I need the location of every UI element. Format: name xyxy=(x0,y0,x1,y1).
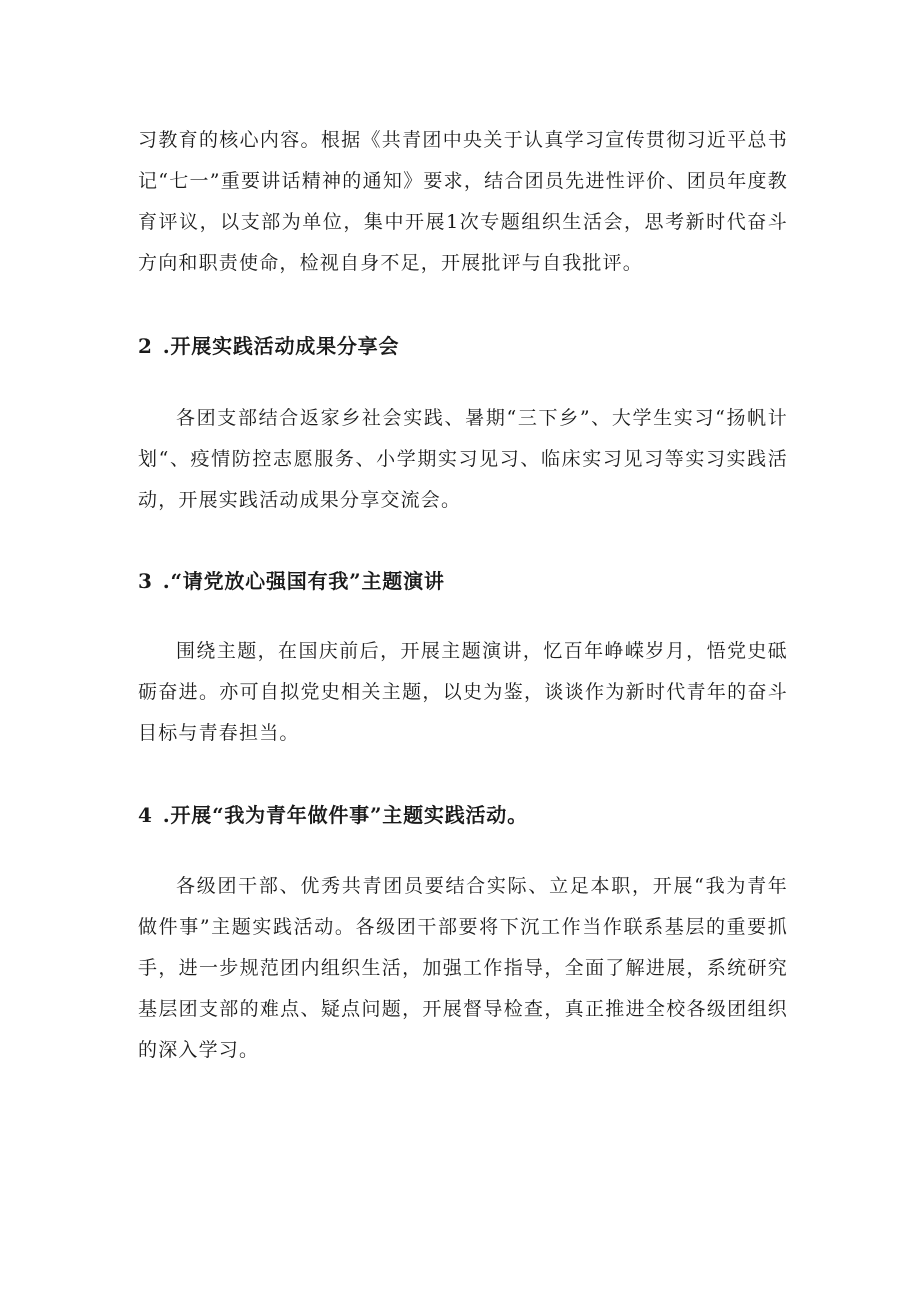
section-heading-4 xyxy=(138,800,788,830)
section-number: 2 xyxy=(138,334,153,358)
section-title: .开展“我为青年做件事”主题实践活动。 xyxy=(162,803,528,827)
section-number: 4 xyxy=(138,803,153,827)
section-title: .“请党放心强国有我”主题演讲 xyxy=(162,569,445,593)
section-heading-3 xyxy=(138,566,788,596)
section-body-2: 各团支部结合返家乡社会实践、暑期“三下乡”、大学生实习“扬帆计划“、疫情防控志愿服务、小学期实习见习、临床实习见习等实习实践活动，开展实践活动成果分享交流会。 xyxy=(138,407,788,511)
section-body-3: 围绕主题，在国庆前后，开展主题演讲，忆百年峥嵘岁月，悟党史砥砺奋进。亦可自拟党史相关主题，以史为鉴，谈谈作为新时代青年的奋斗目标与青春担当。 xyxy=(138,640,788,744)
paragraph-continued: 习教育的核心内容。根据《共青团中央关于认真学习宣传贯彻习近平总书记“七一”重要讲话精神的通知》要求，结合团员先进性评价、团员年度教育评议，以支部为单位，集中开展1次专题组织生活会，思考新时代奋斗方向和职责使命，检视自身不足，开展批评与自我批评。 xyxy=(138,129,788,274)
section-body-4: 各级团干部、优秀共青团员要结合实际、立足本职，开展“我为青年做件事”主题实践活动。各级团干部要将下沉工作当作联系基层的重要抓手，进一步规范团内组织生活，加强工作指导，全面了解进展，系统研究基层团支部的难点、疑点问题，开展督导检查，真正推进全校各级团组织的深入学习。 xyxy=(138,875,788,1061)
section-title: .开展实践活动成果分享会 xyxy=(162,334,400,358)
section-heading-2 xyxy=(138,331,788,361)
section-number: 3 xyxy=(138,569,153,593)
